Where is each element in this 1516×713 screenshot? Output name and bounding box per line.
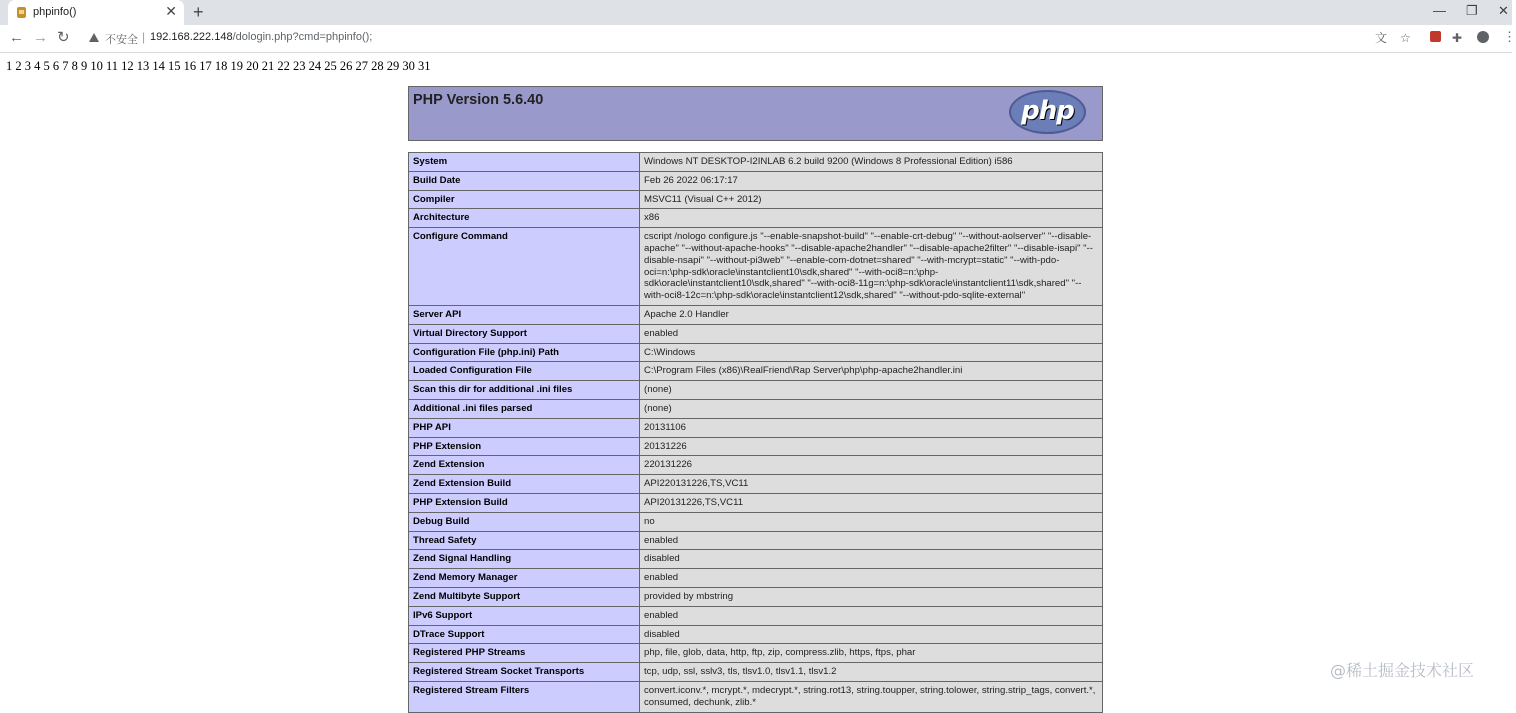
info-key: Zend Memory Manager [409, 569, 640, 588]
table-row [409, 228, 1103, 306]
table-row [409, 569, 1103, 588]
info-value: x86 [640, 209, 1103, 228]
info-key: Configure Command [409, 228, 640, 306]
page-number-output: 1 2 3 4 5 6 7 8 9 10 11 12 13 14 15 16 17 18 19 20 21 22 23 24 25 26 27 28 29 30 31 [6, 59, 431, 73]
info-key: Virtual Directory Support [409, 324, 640, 343]
translate-icon[interactable]: 文 [1375, 31, 1388, 45]
url-text[interactable] [150, 31, 372, 43]
info-value: enabled [640, 531, 1103, 550]
table-row [409, 343, 1103, 362]
info-value: php, file, glob, data, http, ftp, zip, compress.zlib, https, ftps, phar [640, 644, 1103, 663]
url-separator: | [142, 30, 146, 44]
puzzle-icon[interactable]: ✚ [1452, 31, 1463, 45]
info-key: System [409, 153, 640, 172]
info-value: provided by mbstring [640, 587, 1103, 606]
url-path: /dologin.php?cmd=phpinfo(); [232, 31, 373, 43]
table-row [409, 644, 1103, 663]
info-value: disabled [640, 550, 1103, 569]
address-bar[interactable] [80, 27, 1420, 49]
browser-toolbar [0, 25, 1516, 53]
info-key: Zend Extension Build [409, 475, 640, 494]
warning-icon[interactable] [89, 33, 99, 42]
table-row [409, 362, 1103, 381]
info-key: DTrace Support [409, 625, 640, 644]
info-value: API20131226,TS,VC11 [640, 493, 1103, 512]
table-row [409, 681, 1103, 712]
info-value: disabled [640, 625, 1103, 644]
info-key: Configuration File (php.ini) Path [409, 343, 640, 362]
info-key: Build Date [409, 171, 640, 190]
table-row [409, 625, 1103, 644]
restore-icon[interactable]: ❐ [1466, 3, 1478, 18]
url-host: 192.168.222.148 [150, 31, 233, 43]
info-key: Scan this dir for additional .ini files [409, 381, 640, 400]
table-row [409, 550, 1103, 569]
phpinfo-container [408, 86, 1103, 713]
back-icon[interactable]: ← [9, 29, 24, 46]
info-key: PHP Extension [409, 437, 640, 456]
table-row [409, 324, 1103, 343]
info-value: API220131226,TS,VC11 [640, 475, 1103, 494]
table-row [409, 381, 1103, 400]
info-value: 20131226 [640, 437, 1103, 456]
info-value: MSVC11 (Visual C++ 2012) [640, 190, 1103, 209]
table-row [409, 493, 1103, 512]
php-logo-icon[interactable] [1009, 90, 1086, 134]
table-row [409, 456, 1103, 475]
info-value: C:\Program Files (x86)\RealFriend\Rap Server\php\php-apache2handler.ini [640, 362, 1103, 381]
php-info-table [408, 152, 1103, 713]
page-favicon-icon [17, 7, 26, 18]
table-row [409, 153, 1103, 172]
info-value: Feb 26 2022 06:17:17 [640, 171, 1103, 190]
table-row [409, 209, 1103, 228]
info-value: tcp, udp, ssl, sslv3, tls, tlsv1.0, tlsv1.1, tlsv1.2 [640, 663, 1103, 682]
info-key: Registered PHP Streams [409, 644, 640, 663]
security-status[interactable]: 不安全 [105, 34, 138, 46]
table-row [409, 418, 1103, 437]
browser-tab[interactable] [8, 0, 184, 25]
info-key: IPv6 Support [409, 606, 640, 625]
table-row [409, 512, 1103, 531]
info-value: no [640, 512, 1103, 531]
table-row [409, 171, 1103, 190]
table-row [409, 305, 1103, 324]
tab-close-icon[interactable]: ✕ [165, 3, 177, 19]
info-value: (none) [640, 381, 1103, 400]
info-key: Registered Stream Filters [409, 681, 640, 712]
info-key: Zend Multibyte Support [409, 587, 640, 606]
page-title: PHP Version 5.6.40 [413, 92, 544, 108]
table-row [409, 531, 1103, 550]
info-key: Thread Safety [409, 531, 640, 550]
new-tab-button[interactable]: + [193, 2, 204, 22]
info-value: 20131106 [640, 418, 1103, 437]
reload-icon[interactable]: ↻ [57, 29, 70, 46]
tab-strip [0, 0, 1512, 25]
info-key: Additional .ini files parsed [409, 399, 640, 418]
info-value: 220131226 [640, 456, 1103, 475]
php-version-header [408, 86, 1103, 141]
info-value: Apache 2.0 Handler [640, 305, 1103, 324]
info-value: (none) [640, 399, 1103, 418]
table-row [409, 475, 1103, 494]
table-row [409, 663, 1103, 682]
info-value: C:\Windows [640, 343, 1103, 362]
info-key: Loaded Configuration File [409, 362, 640, 381]
info-key: Registered Stream Socket Transports [409, 663, 640, 682]
table-row [409, 399, 1103, 418]
forward-icon[interactable]: → [33, 29, 48, 46]
info-value: convert.iconv.*, mcrypt.*, mdecrypt.*, string.rot13, string.toupper, string.tolower, string.strip_tags, convert.*, consumed, dechunk, zlib.* [640, 681, 1103, 712]
info-key: PHP Extension Build [409, 493, 640, 512]
profile-icon[interactable] [1477, 31, 1489, 43]
info-key: Server API [409, 305, 640, 324]
info-key: Debug Build [409, 512, 640, 531]
table-row [409, 606, 1103, 625]
info-value: enabled [640, 569, 1103, 588]
tab-title: phpinfo() [33, 6, 77, 18]
info-value: enabled [640, 606, 1103, 625]
table-row [409, 437, 1103, 456]
info-value: cscript /nologo configure.js "--enable-snapshot-build" "--enable-crt-debug" "--without-aolserver" "--disable-apache" "--without-apache-hooks" "--disable-apache2handler" "--disable-apache2filter" "--disable-isapi" "--disable-nsapi" "--without-pi3web" "--enable-com-dotnet=shared" "--with-mcrypt=static" "--with-pdo-oci=n:\php-sdk\oracle\instantclient10\sdk,shared" "--with-oci8=n:\php-sdk\oracle\instantclient10\sdk,shared" "--with-oci8-11g=n:\php-sdk\oracle\instantclient11\sdk,shared" "--with-oci8-12c=n:\php-sdk\oracle\instantclient12\sdk,shared" "--without-pdo-sqlite-external" [640, 228, 1103, 306]
info-key: Zend Signal Handling [409, 550, 640, 569]
php-logo-text: php [1021, 96, 1074, 126]
table-row [409, 190, 1103, 209]
info-key: Zend Extension [409, 456, 640, 475]
menu-icon[interactable]: ⋮ [1503, 29, 1516, 44]
star-icon[interactable]: ☆ [1400, 31, 1411, 45]
info-value: Windows NT DESKTOP-I2INLAB 6.2 build 9200 (Windows 8 Professional Edition) i586 [640, 153, 1103, 172]
table-row [409, 587, 1103, 606]
info-key: Architecture [409, 209, 640, 228]
info-key: Compiler [409, 190, 640, 209]
info-key: PHP API [409, 418, 640, 437]
minimize-icon[interactable]: — [1433, 3, 1446, 18]
watermark: @稀土掘金技术社区 [1330, 661, 1475, 680]
extension-icon[interactable] [1430, 31, 1441, 42]
info-value: enabled [640, 324, 1103, 343]
window-close-icon[interactable]: ✕ [1498, 3, 1509, 18]
